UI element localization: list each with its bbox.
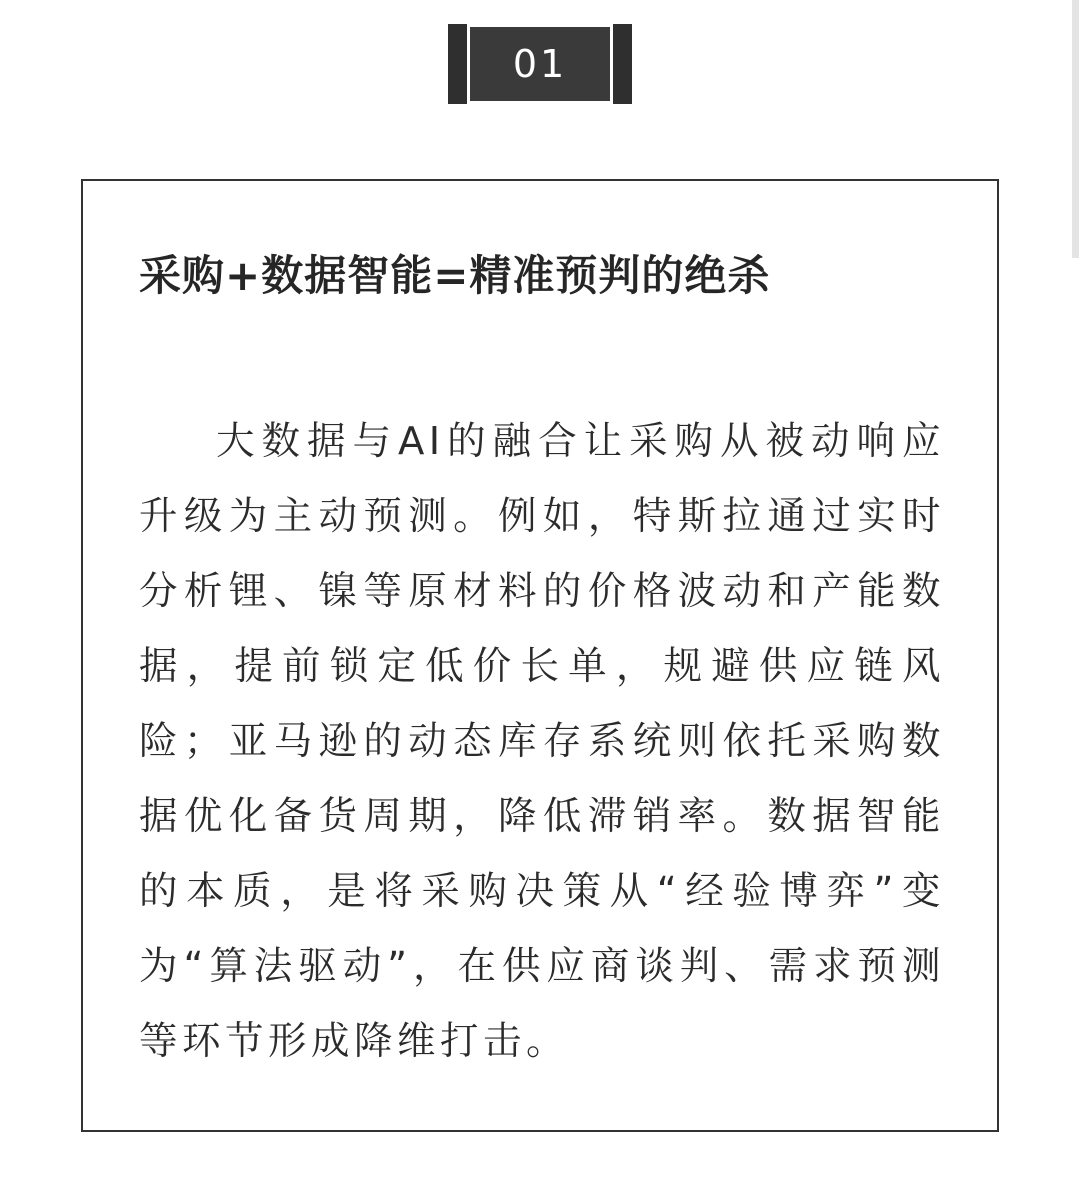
section-number: 01 — [470, 27, 610, 101]
badge-left-bar — [448, 24, 467, 104]
article-card — [81, 179, 999, 1132]
article-title: 采购+数据智能=精准预判的绝杀 — [139, 251, 771, 300]
article-body: 大数据与AI的融合让采购从被动响应升级为主动预测。例如，特斯拉通过实时分析锂、镍等原材料的价格波动和产能数据，提前锁定低价长单，规避供应链风险；亚马逊的动态库存系统则依托采购数据优化备货周期，降低滞销率。数据智能的本质，是将采购决策从“经验博弈”变为“算法驱动”，在供应商谈判、需求预测等环节形成降维打击。 — [139, 419, 945, 1064]
scrollbar-thumb[interactable] — [1072, 0, 1079, 258]
badge-right-bar — [613, 24, 632, 104]
section-number-badge — [448, 24, 632, 104]
